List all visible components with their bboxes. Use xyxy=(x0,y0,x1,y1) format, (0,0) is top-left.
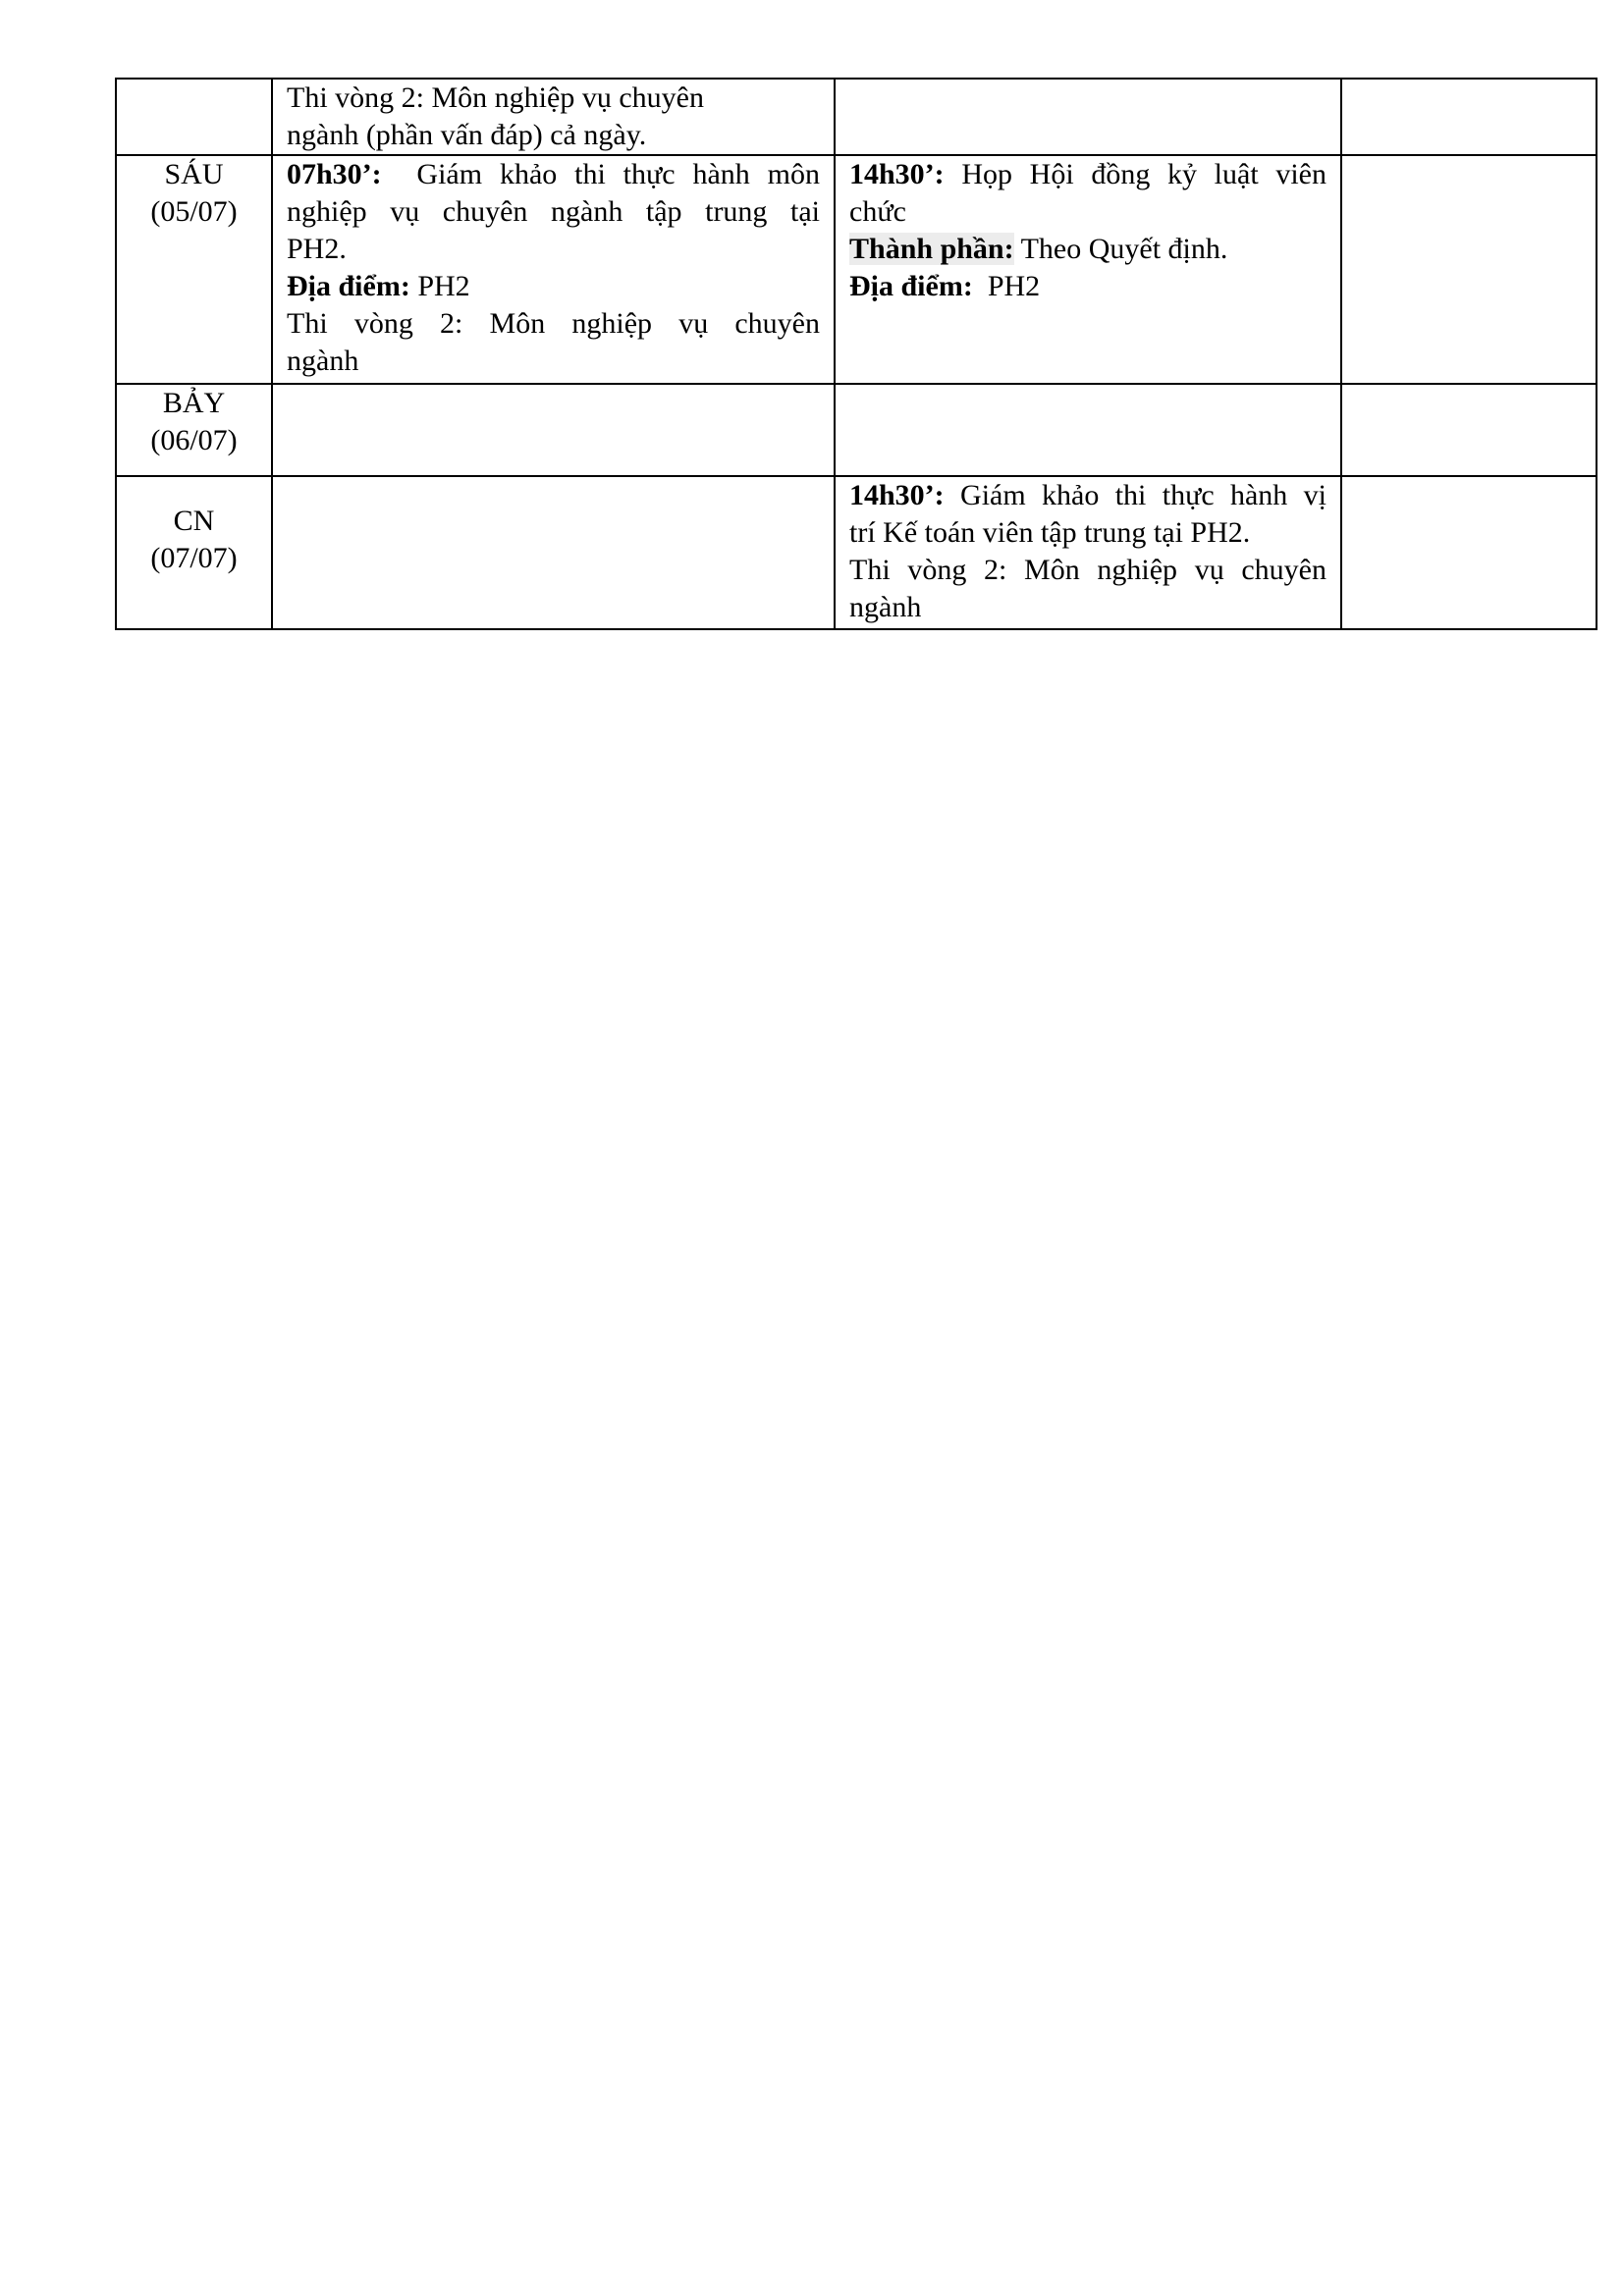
note-cell xyxy=(1341,476,1597,629)
exam-text: Thi vòng 2: Môn nghiệp vụ chuyên xyxy=(287,307,820,340)
members-line xyxy=(849,231,1326,268)
location-value: PH2 xyxy=(417,270,470,302)
day-name: SÁU xyxy=(164,158,224,190)
day-name: BẢY xyxy=(162,387,226,419)
schedule-text: trí Kế toán viên tập trung tại PH2. xyxy=(849,516,1251,549)
members-label: Thành phần: xyxy=(849,233,1014,265)
exam-text: Thi vòng 2: Môn nghiệp vụ chuyên xyxy=(849,554,1326,586)
note-cell xyxy=(1341,79,1597,155)
afternoon-cell xyxy=(835,384,1341,476)
day-name: CN xyxy=(173,505,215,537)
location-label: Địa điểm: xyxy=(287,270,410,302)
schedule-text: Giám khảo thi thực hành môn xyxy=(416,158,820,190)
time-label: 14h30’: xyxy=(849,479,945,511)
time-label: 07h30’: xyxy=(287,158,382,190)
location-line xyxy=(287,268,820,305)
schedule-entry-line xyxy=(287,156,820,193)
members-value: Theo Quyết định. xyxy=(1020,233,1228,265)
exam-text: ngành xyxy=(849,591,922,623)
table-row xyxy=(116,384,1597,476)
morning-cell xyxy=(272,476,835,629)
schedule-text: Họp Hội đồng kỷ luật viên xyxy=(961,158,1326,190)
schedule-text: nghiệp vụ chuyên ngành tập trung tại xyxy=(287,195,820,228)
schedule-text: PH2. xyxy=(287,233,347,265)
schedule-text: Giám khảo thi thực hành vị xyxy=(960,479,1326,511)
day-date: (07/07) xyxy=(150,542,238,574)
day-cell xyxy=(116,476,272,629)
day-cell xyxy=(116,155,272,384)
morning-cell xyxy=(272,79,835,155)
afternoon-cell xyxy=(835,155,1341,384)
location-line xyxy=(849,268,1326,305)
exam-text: ngành xyxy=(287,345,359,377)
day-date: (05/07) xyxy=(150,195,238,228)
table-row xyxy=(116,476,1597,629)
schedule-entry-line xyxy=(849,477,1326,514)
note-cell xyxy=(1341,384,1597,476)
time-label: 14h30’: xyxy=(849,158,945,190)
location-label: Địa điểm: xyxy=(849,270,973,302)
work-schedule-table xyxy=(115,78,1597,630)
morning-cell xyxy=(272,384,835,476)
day-date: (06/07) xyxy=(150,424,238,456)
schedule-text: chức xyxy=(849,195,906,228)
afternoon-cell xyxy=(835,476,1341,629)
note-cell xyxy=(1341,155,1597,384)
schedule-entry-line xyxy=(849,156,1326,193)
morning-cell xyxy=(272,155,835,384)
afternoon-cell xyxy=(835,79,1341,155)
day-cell xyxy=(116,384,272,476)
schedule-text: ngành (phần vấn đáp) cả ngày. xyxy=(287,119,647,151)
table-row xyxy=(116,79,1597,155)
table-row xyxy=(116,155,1597,384)
schedule-text: Thi vòng 2: Môn nghiệp vụ chuyên xyxy=(287,81,704,114)
location-value: PH2 xyxy=(987,270,1041,302)
day-cell xyxy=(116,79,272,155)
